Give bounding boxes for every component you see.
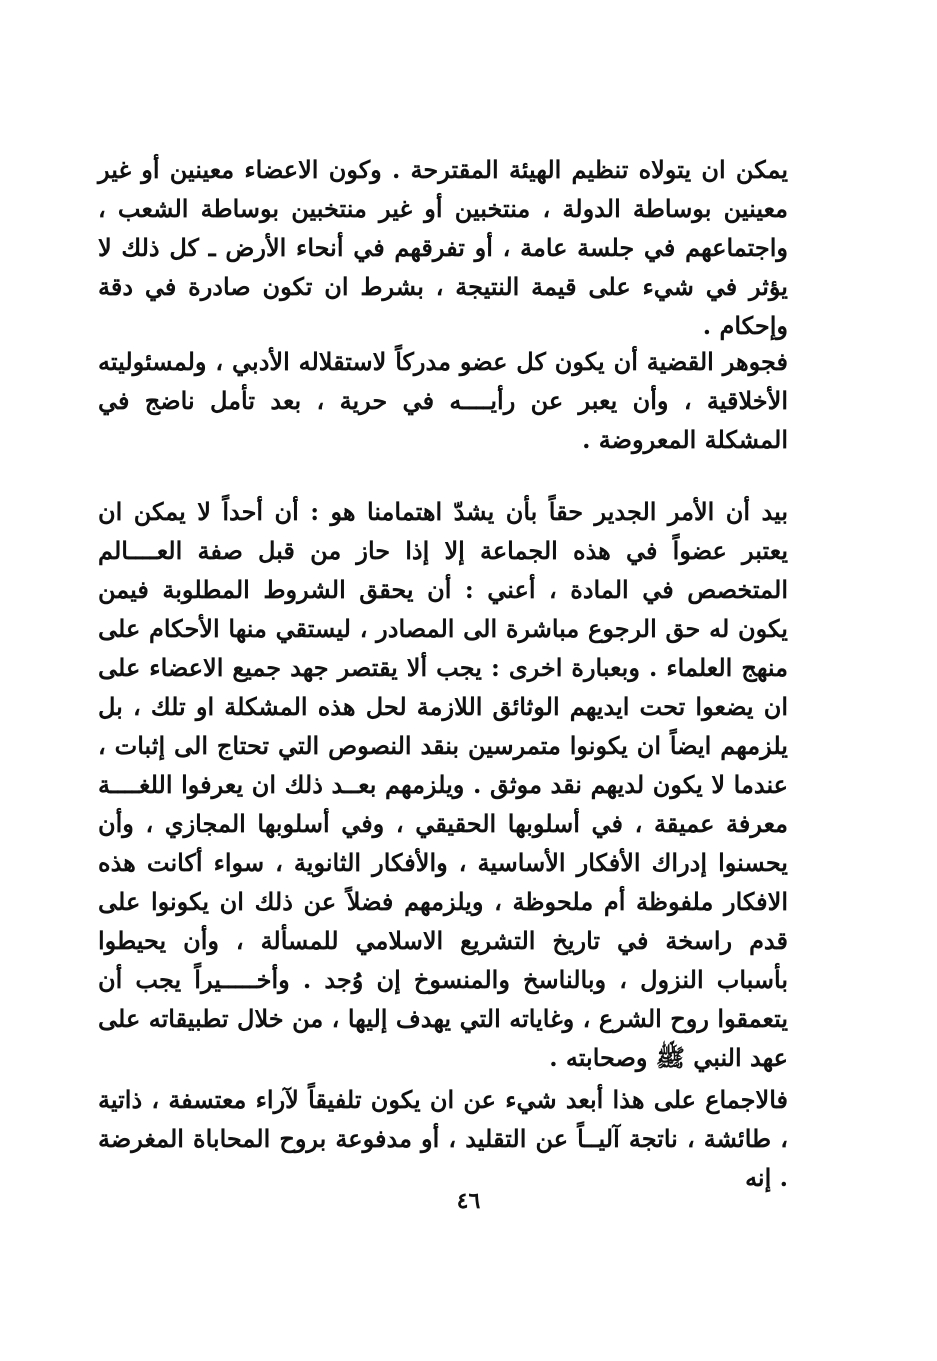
page-number: ٤٦	[456, 1188, 481, 1214]
paragraph-2: فجوهر القضية أن يكون كل عضو مدركاً لاستقلاله الأدبي ، ولمسئوليته الأخلاقية ، وأن يعبر عن رأيــــه في حرية ، بعد تأمل ناضج في المشكلة المعروضة .	[98, 347, 788, 454]
paragraph-3: بيد أن الأمر الجدير حقاً بأن يشدّ اهتمامنا هو : أن أحداً لا يمكن ان يعتبر عضواً في هذه الجماعة إلا إذا حاز من قبل صفة العــــالم المتخصص في المادة ، أعني : أن يحقق الشروط المطلوبة فيمن يكون له حق الرجوع مباشرة الى المصادر ، ليستقي منها الأحكام على منهج العلماء . وبعبارة اخرى : يجب ألا يقتصر جهد جميع الاعضاء على ان يضعوا تحت ايديهم الوثائق اللازمة لحل هذه المشكلة او تلك ، بل يلزمهم ايضاً ان يكونوا متمرسين بنقد النصوص التي تحتاج الى إثبات ، عندما لا يكون لديهم نقد موثق . ويلزمهم بعــد ذلك ان يعرفوا اللغــــة معرفة عميقة ، في أسلوبها الحقيقي ، وفي أسلوبها المجازي ، وأن يحسنوا إدراك الأفكار الأساسية ، والأفكار الثانوية ، سواء أكانت هذه الافكار ملفوظة أم ملحوظة ، ويلزمهم فضلاً عن ذلك ان يكونوا على قدم راسخة في تاريخ التشريع الاسلامي للمسألة ، وأن يحيطوا بأسباب النزول ، وبالناسخ والمنسوخ إن وُجد . وأخـــــيراً يجب أن يتعمقوا روح الشرع ، وغاياته التي يهدف إليها ، من خلال تطبيقاته على عهد النبي ﷺ وصحابته .	[98, 497, 788, 1072]
paragraph-4: فالاجماع على هذا أبعد شيء عن ان يكون تلفيقاً لآراء معتسفة ، ذاتية ، طائشة ، ناتجة آليــاً عن التقليد ، أو مدفوعة بروح المحاباة المغرضة . إنه	[98, 1085, 788, 1192]
paragraph-1: يمكن ان يتولاه تنظيم الهيئة المقترحة . وكون الاعضاء معينين أو غير معينين بوساطة الدولة ، منتخبين أو غير منتخبين بوساطة الشعب ، واجتماعهم في جلسة عامة ، أو تفرقهم في أنحاء الأرض ـ كل ذلك لا يؤثر في شيء على قيمة النتيجة ، بشرط ان تكون صادرة في دقة وإحكام .	[98, 155, 788, 340]
